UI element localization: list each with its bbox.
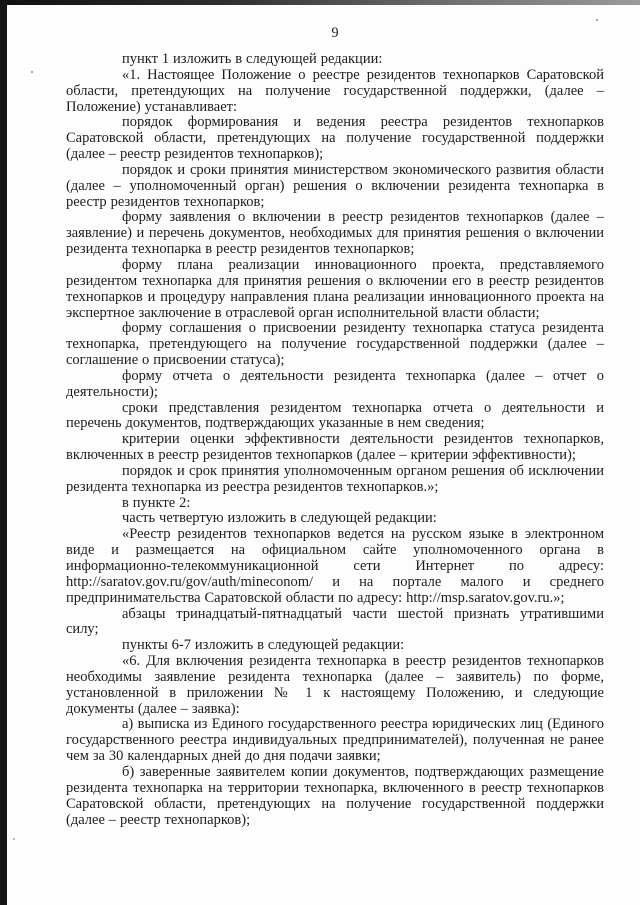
paragraph: критерии оценки эффективности деятельности резидентов технопарков, включенных в реестр резидентов технопарков (далее – критерии эффективности); bbox=[66, 431, 604, 464]
paragraph: абзацы тринадцатый-пятнадцатый части шестой признать утратившими силу; bbox=[66, 605, 604, 638]
scan-border-left bbox=[0, 0, 7, 905]
paragraph: «1. Настоящее Положение о реестре резидентов технопарков Саратовской области, претендующих на получение государственной поддержки, (далее – Положение) устанавливает: bbox=[66, 66, 604, 115]
paragraph: форму заявления о включении в реестр резидентов технопарков (далее – заявление) и перечень документов, необходимых для принятия решения о включении резидента технопарка в реестр резидентов технопарков; bbox=[66, 209, 604, 258]
paragraph: пункты 6-7 изложить в следующей редакции: bbox=[122, 637, 405, 654]
paragraph: форму соглашения о присвоении резиденту технопарка статуса резидента технопарка, претендующего на получение государственной поддержки (далее – соглашение о присвоении статуса); bbox=[66, 320, 604, 369]
page-content bbox=[66, 25, 604, 828]
paragraph: форму отчета о деятельности резидента технопарка (далее – отчет о деятельности); bbox=[66, 367, 604, 400]
scan-speck bbox=[596, 19, 598, 21]
paragraph: порядок и срок принятия уполномоченным органом решения об исключении резидента технопарка из реестра резидентов технопарков.»; bbox=[66, 462, 604, 495]
paragraph: пункт 1 изложить в следующей редакции: bbox=[122, 51, 383, 67]
paragraph: порядок и сроки принятия министерством экономического развития области (далее – уполномоченный орган) решения о включении резидента технопарка в реестр резидентов технопарков; bbox=[66, 161, 604, 210]
page-number: 9 bbox=[331, 25, 339, 41]
document-body bbox=[66, 52, 604, 828]
paragraph: «Реестр резидентов технопарков ведется на русском языке в электронном виде и размещается на официальном сайте уполномоченного органа в информационно-телекоммуникационной сети Интернет по адресу: http://saratov.gov.ru/gov/auth/mineconom/ и на портале малого и среднего предпринимательства Саратовской области по адресу: http://msp.saratov.gov.ru.»; bbox=[66, 526, 604, 606]
paragraph: в пункте 2: bbox=[122, 494, 191, 511]
scan-speck bbox=[31, 71, 33, 73]
paragraph: сроки представления резидентом технопарка отчета о деятельности и перечень документов, подтверждающих указанные в нем сведения; bbox=[66, 399, 604, 432]
paragraph: б) заверенные заявителем копии документов, подтверждающих размещение резидента технопарка на территории технопарка, включенного в реестр технопарков Саратовской области, претендующих на получение государственной поддержки (далее – реестр технопарков); bbox=[66, 763, 604, 828]
paragraph: порядок формирования и ведения реестра резидентов технопарков Саратовской области, претендующих на получение государственной поддержки (далее – реестр резидентов технопарков); bbox=[66, 114, 604, 163]
paragraph: а) выписка из Единого государственного реестра юридических лиц (Единого государственного реестра индивидуальных предпринимателей), полученная не ранее чем за 30 календарных дней до дня подачи заявки; bbox=[66, 716, 604, 765]
paragraph: часть четвертую изложить в следующей редакции: bbox=[122, 510, 437, 527]
paragraph: форму плана реализации инновационного проекта, представляемого резидентом технопарка для принятия решения о включении его в реестр резидентов технопарков и процедуру направления плана реализации инновационного проекта на экспертное заключение в отраслевой орган исполнительной власти области; bbox=[66, 256, 604, 321]
paragraph: «6. Для включения резидента технопарка в реестр резидентов технопарков необходимы заявление резидента технопарка (далее – заявитель) по форме, установленной в приложении № 1 к настоящему Положению, и следующие документы (далее – заявка): bbox=[66, 653, 604, 717]
scan-speck bbox=[13, 838, 15, 840]
scan-border-top bbox=[0, 0, 640, 5]
